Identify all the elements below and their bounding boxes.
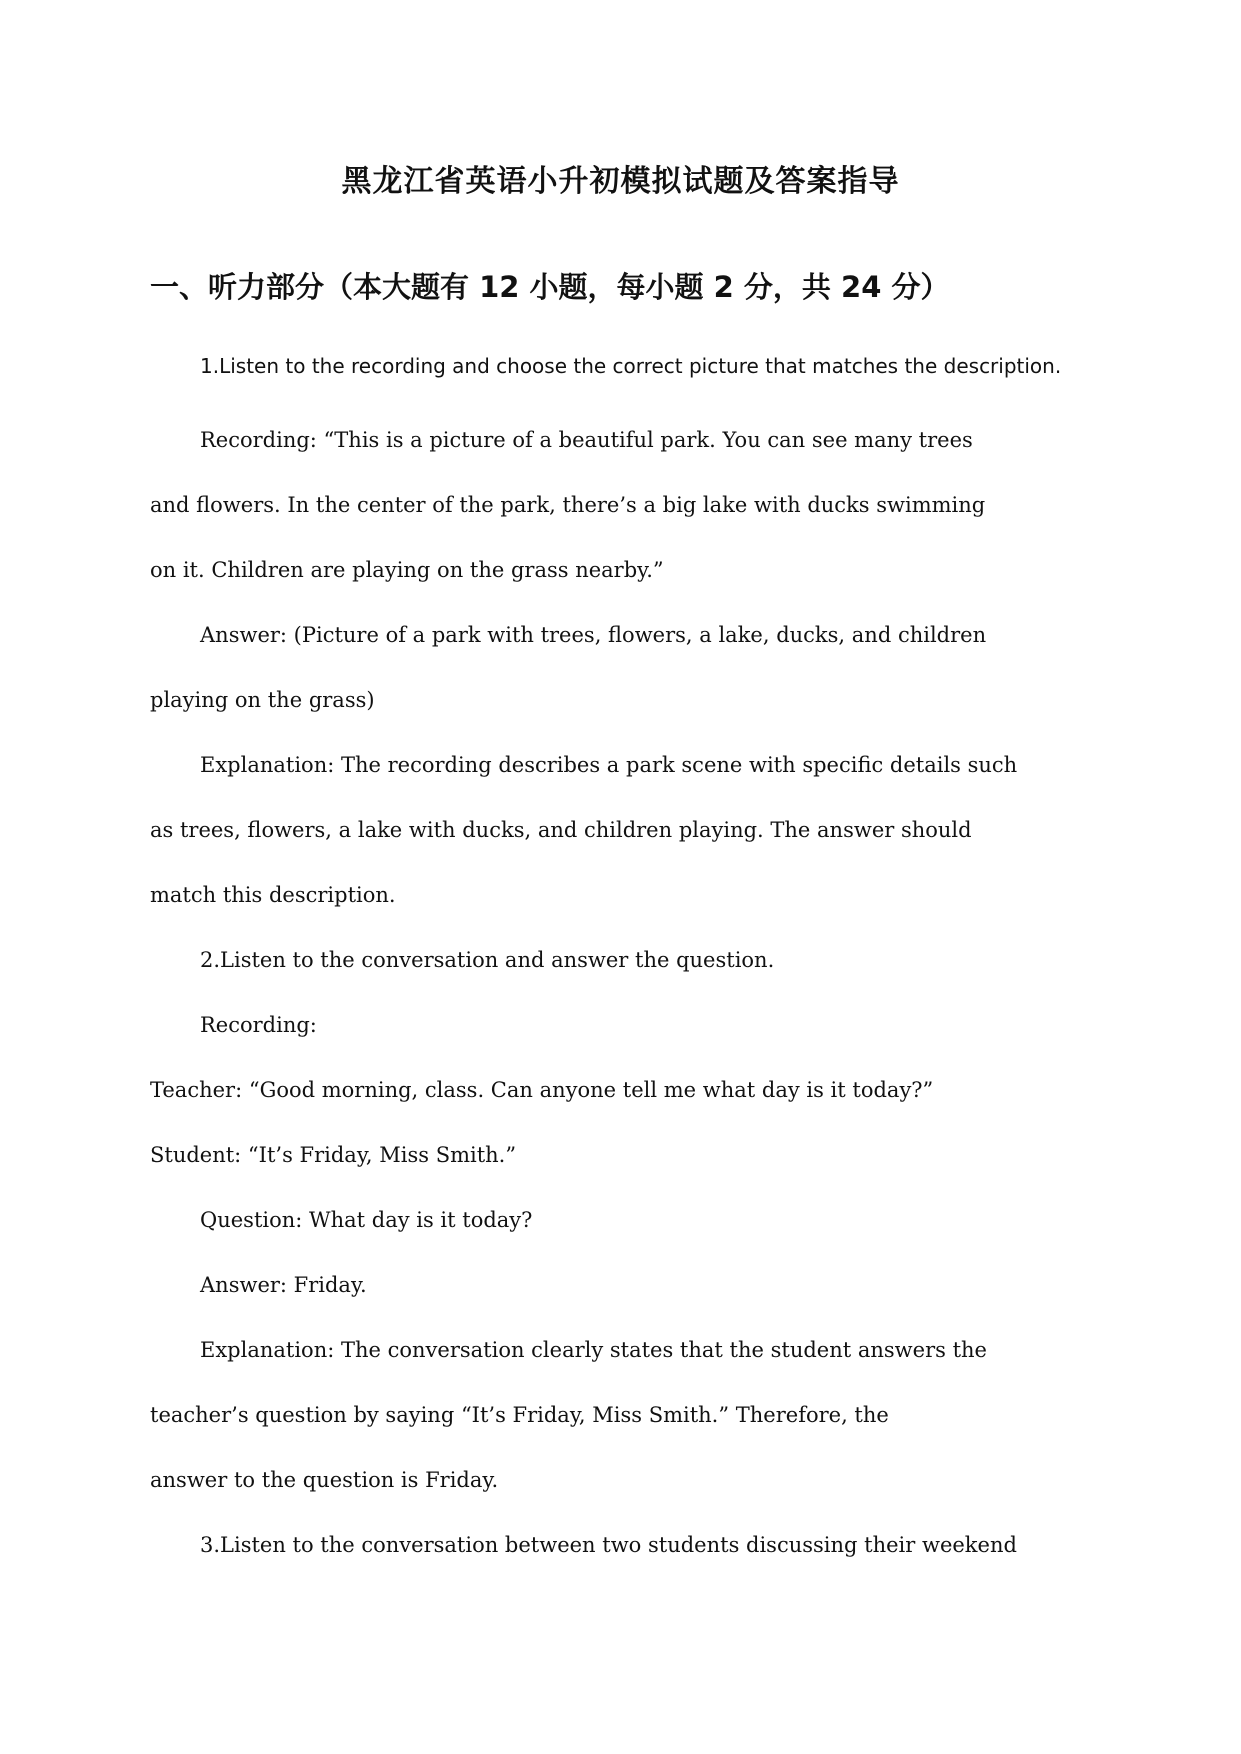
- question-2-answer: Answer: Friday.: [200, 1273, 367, 1297]
- question-1-explanation-cont: match this description.: [150, 883, 396, 907]
- document-title: 黑龙江省英语小升初模拟试题及答案指导: [341, 164, 900, 199]
- question-2-recording-label: Recording:: [200, 1013, 317, 1037]
- question-2-student-line: Student: “It’s Friday, Miss Smith.”: [150, 1143, 517, 1167]
- question-1-answer-cont: playing on the grass): [150, 688, 375, 712]
- question-1-explanation-cont: as trees, flowers, a lake with ducks, and children playing. The answer should: [150, 818, 972, 842]
- question-1-recording: Recording: “This is a picture of a beautiful park. You can see many trees: [200, 428, 973, 452]
- document-body: [150, 345, 1098, 1578]
- question-1-prompt: 1.Listen to the recording and choose the correct picture that matches the description.: [200, 354, 1062, 378]
- question-2-prompt: 2.Listen to the conversation and answer the question.: [200, 948, 775, 972]
- question-2-teacher-line: Teacher: “Good morning, class. Can anyone tell me what day is it today?”: [150, 1078, 934, 1102]
- question-1-recording-cont: on it. Children are playing on the grass nearby.”: [150, 558, 664, 582]
- question-1-explanation: Explanation: The recording describes a park scene with specific details such: [200, 753, 1018, 777]
- section-heading-listening: 一、听力部分（本大题有 12 小题，每小题 2 分，共 24 分）: [150, 270, 950, 304]
- question-2-explanation-cont: answer to the question is Friday.: [150, 1468, 499, 1492]
- question-2-explanation: Explanation: The conversation clearly states that the student answers the: [200, 1338, 987, 1362]
- question-2-explanation-cont: teacher’s question by saying “It’s Friday, Miss Smith.” Therefore, the: [150, 1403, 889, 1427]
- question-3-prompt: 3.Listen to the conversation between two students discussing their weekend: [200, 1533, 1017, 1557]
- question-1-recording-cont: and flowers. In the center of the park, there’s a big lake with ducks swimming: [150, 493, 986, 517]
- question-1-answer: Answer: (Picture of a park with trees, flowers, a lake, ducks, and children: [200, 623, 987, 647]
- question-2-question: Question: What day is it today?: [200, 1208, 533, 1232]
